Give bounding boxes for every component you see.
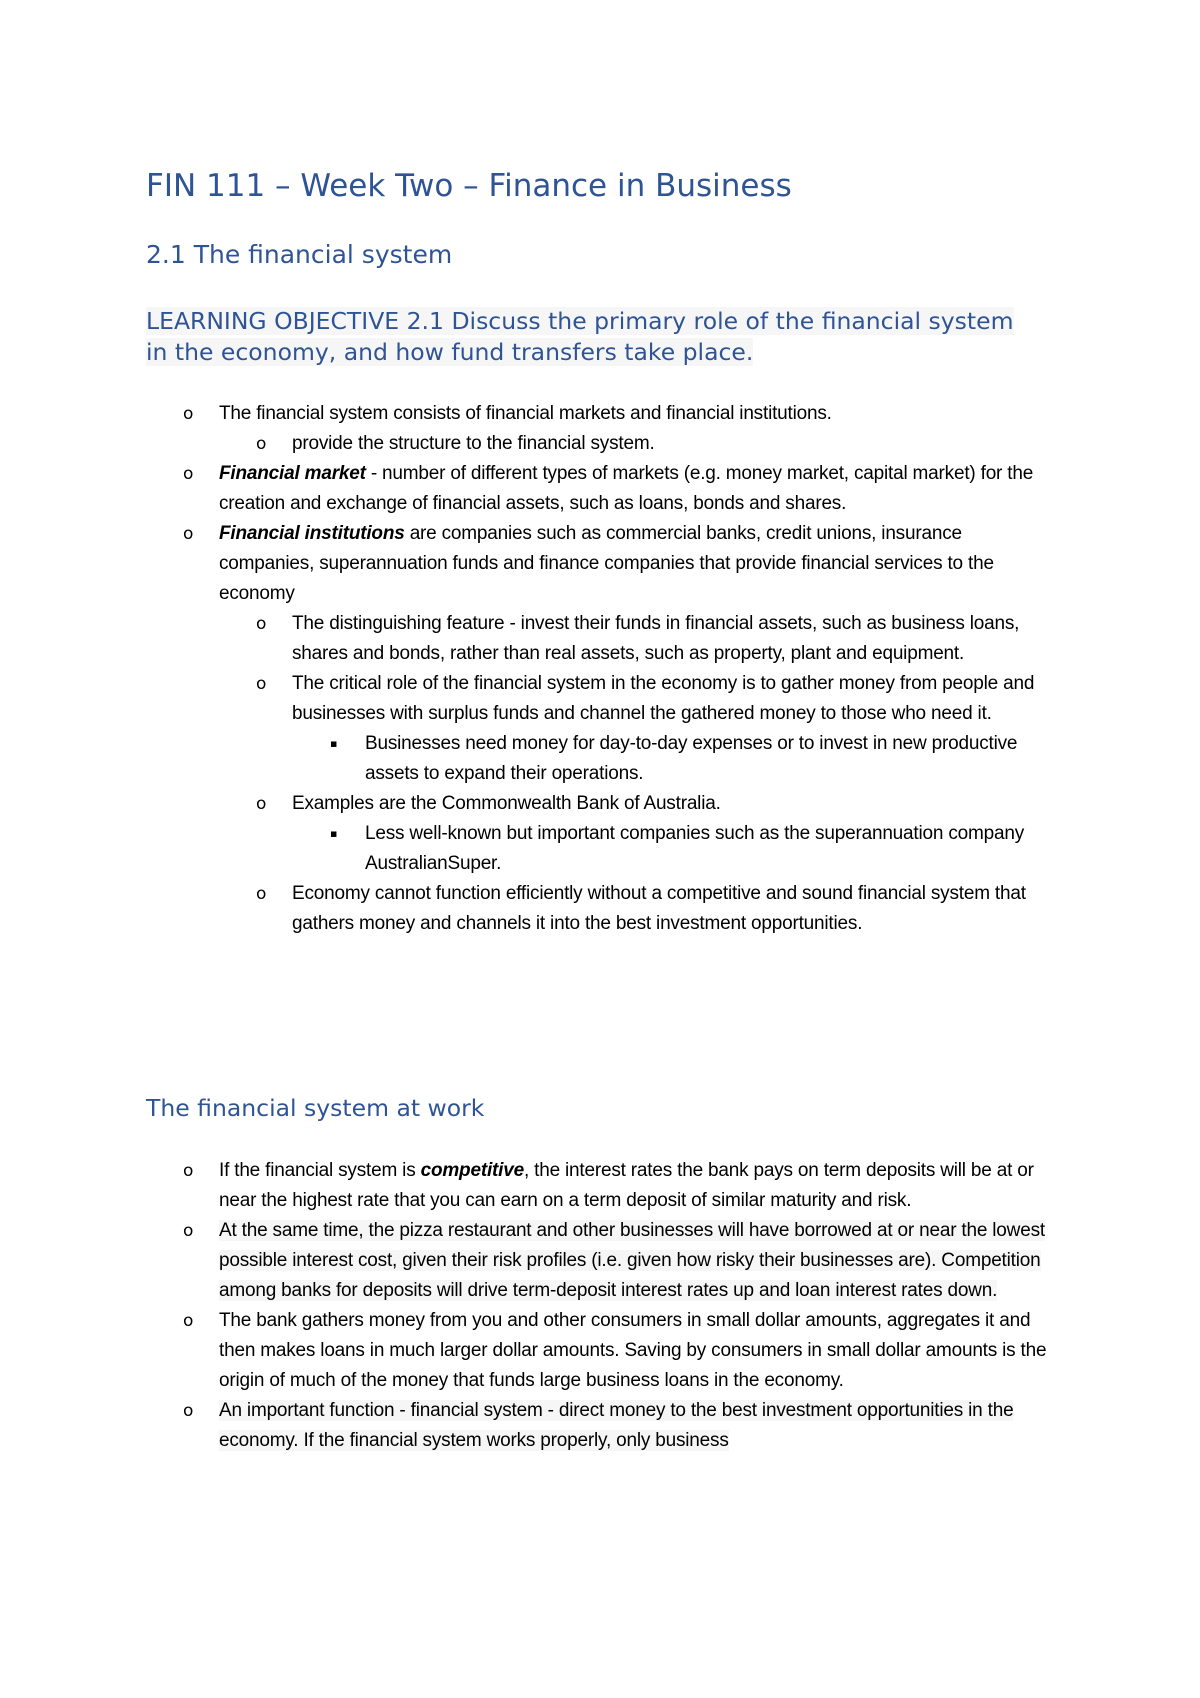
term-financial-market: Financial market (219, 463, 366, 484)
bullet-marker: o (183, 1221, 194, 1241)
list-item-text: Economy cannot function efficiently without a competitive and sound financial system that gathers money and channels it into the best investment opportunities. (292, 883, 1026, 934)
learning-objective (146, 306, 1026, 368)
bullet-marker: o (183, 524, 194, 544)
list-item-text: - number of different types of markets (e.g. money market, capital market) for the creation and exchange of financial assets, such as loans, bonds and shares. (219, 463, 1034, 514)
list-item (0, 1306, 1059, 1396)
list-item-text: Businesses need money for day-to-day expenses or to invest in new productive assets to expand their operations. (365, 733, 1018, 784)
list-item (0, 789, 1062, 819)
list-item-text: are companies such as commercial banks, credit unions, insurance companies, superannuation funds and finance companies that provide financial services to the economy (219, 523, 994, 604)
subsection-heading: The financial system at work (146, 1094, 485, 1122)
list-item (0, 429, 1062, 459)
list-item (0, 729, 1070, 789)
list-item-text: An important function - financial system - direct money to the best investment opportunities in the economy. If the financial system works properly, only business (219, 1400, 1014, 1451)
list-item (0, 1216, 1059, 1306)
document-title: FIN 111 – Week Two – Finance in Business (146, 168, 792, 204)
list-item (0, 879, 1062, 939)
bullet-marker: ▪ (330, 827, 338, 840)
list-item-text: The critical role of the financial system in the economy is to gather money from people and businesses with surplus funds and channel the gathered money to those who need it. (292, 673, 1035, 724)
bullet-marker: o (183, 1311, 194, 1331)
list-item-text: Less well-known but important companies such as the superannuation company AustralianSuper. (365, 823, 1025, 874)
list-item (0, 519, 1059, 609)
learning-objective-text: LEARNING OBJECTIVE 2.1 Discuss the primary role of the financial system in the economy, and how fund transfers take place. (146, 307, 1014, 366)
list-item (0, 669, 1062, 729)
bullet-marker: o (256, 884, 267, 904)
list-item-text: provide the structure to the financial system. (292, 433, 655, 454)
bullet-marker: o (183, 464, 194, 484)
list-item-text: The bank gathers money from you and other consumers in small dollar amounts, aggregates it and then makes loans in much larger dollar amounts. Saving by consumers in small dollar amounts is the origin of much of the money that funds large business loans in the economy. (219, 1310, 1047, 1391)
list-item-text: The distinguishing feature - invest their funds in financial assets, such as business loans, shares and bonds, rather than real assets, such as property, plant and equipment. (292, 613, 1020, 664)
section-heading: 2.1 The financial system (146, 240, 453, 269)
term-competitive: competitive (420, 1160, 524, 1181)
list-item (0, 1156, 1059, 1216)
bullet-marker: o (256, 434, 267, 454)
financial-system-at-work-list (0, 1156, 1200, 1456)
list-item (0, 819, 1070, 879)
list-item-text: The financial system consists of financial markets and financial institutions. (219, 403, 832, 424)
bullet-marker: ▪ (330, 737, 338, 750)
list-item-text: If the financial system is (219, 1160, 421, 1181)
list-item (0, 459, 1059, 519)
bullet-marker: o (183, 1161, 194, 1181)
bullet-marker: o (256, 614, 267, 634)
bullet-marker: o (256, 674, 267, 694)
list-item-text: At the same time, the pizza restaurant and other businesses will have borrowed at or near the lowest possible interest cost, given their risk profiles (i.e. given how risky their businesses are). Competition among banks for deposits will drive term-deposit interest rates up and loan interest rates down. (219, 1220, 1045, 1301)
list-item-text: Examples are the Commonwealth Bank of Australia. (292, 793, 721, 814)
list-item (0, 399, 1059, 429)
financial-system-list (0, 399, 1200, 939)
term-financial-institutions: Financial institutions (219, 523, 405, 544)
bullet-marker: o (256, 794, 267, 814)
list-item-text: , the interest rates the bank pays on term deposits will be at or near the highest rate that you can earn on a term deposit of similar maturity and risk. (219, 1160, 1034, 1211)
list-item (0, 609, 1062, 669)
bullet-marker: o (183, 1401, 194, 1421)
list-item (0, 1396, 1059, 1456)
bullet-marker: o (183, 404, 194, 424)
